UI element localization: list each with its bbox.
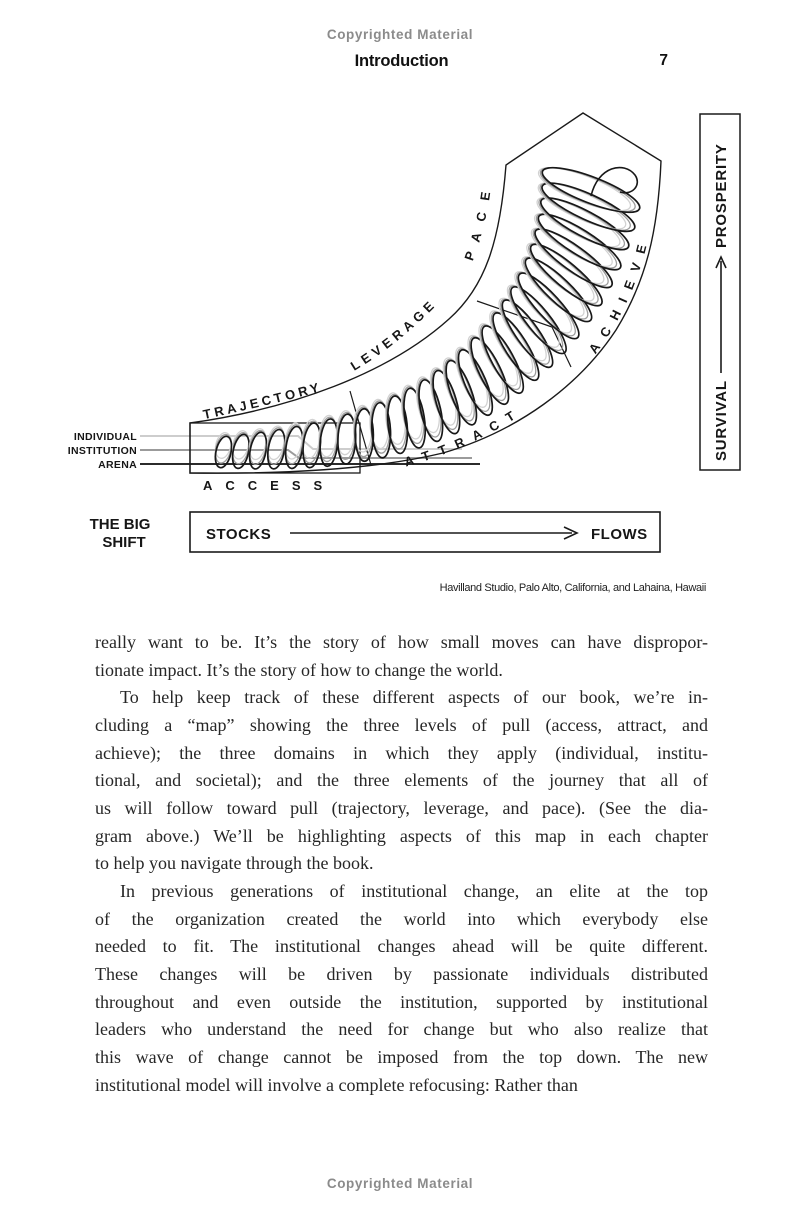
- text-line: this wave of change cannot be imposed from the top down. The new: [95, 1046, 708, 1067]
- text-line: needed to fit. The institutional changes ahead will be quite different.: [95, 936, 708, 957]
- coil-loop: [500, 279, 566, 354]
- axis-survival-label: SURVIVAL: [713, 380, 730, 461]
- label-arena: ARENA: [98, 459, 137, 471]
- text-line: In previous generations of institutional change, an elite at the top: [120, 880, 708, 901]
- credit-line: Havilland Studio, Palo Alto, California, and Lahaina, Hawaii: [439, 582, 706, 594]
- text-line: throughout and even outside the institution, supported by institutional: [95, 991, 708, 1012]
- coil-loop: [509, 266, 582, 343]
- page-number: 7: [659, 52, 668, 69]
- label-leverage: [348, 295, 440, 373]
- big-shift-label-line2: SHIFT: [102, 534, 146, 551]
- text-line: to help you navigate through the book.: [95, 853, 374, 874]
- label-pace-text: PACE: [461, 178, 495, 263]
- coil-loop: [538, 159, 644, 221]
- text-line: cluding a “map” showing the three levels of pull (access, attract, and: [95, 714, 708, 735]
- label-pace: [461, 179, 495, 263]
- coil-loop: [486, 308, 546, 386]
- label-trajectory-text: TRAJECTORY: [201, 379, 324, 423]
- text-line: us will follow toward pull (trajectory, leverage, and pace). (See the dia-: [95, 797, 708, 818]
- copyright-watermark-top: Copyrighted Material: [326, 27, 474, 42]
- band-outline: [190, 113, 661, 473]
- text-line: really want to be. It’s the story of how small moves can have dispropor-: [95, 632, 708, 652]
- flows-label: FLOWS: [591, 526, 648, 543]
- label-achieve-text: ACHIEVE: [585, 232, 653, 357]
- label-achieve: [586, 233, 652, 356]
- coil-loop: [495, 294, 560, 373]
- label-individual: INDIVIDUAL: [73, 431, 137, 443]
- body-text: [95, 629, 708, 1099]
- coil-loop: [502, 280, 570, 357]
- text-line: institutional model will involve a complete refocusing: Rather than: [95, 1074, 578, 1095]
- text-line: achieve); the three domains in which they apply (individual, institu-: [95, 742, 708, 763]
- text-line: tional, and societal); and the three elements of the journey that all of: [95, 770, 708, 791]
- axis-prosperity-label: PROSPERITY: [713, 143, 730, 248]
- big-shift-row: [90, 512, 660, 552]
- text-line: of the organization created the world into which everybody else: [95, 908, 708, 929]
- label-access: ACCESS: [203, 478, 336, 493]
- text-line: tionate impact. It’s the story of how to change the world.: [95, 659, 503, 680]
- text-line: To help keep track of these different aspects of our book, we’re in-: [120, 687, 708, 708]
- text-line: leaders who understand the need for change but who also realize that: [95, 1019, 708, 1040]
- label-attract-text: ATTRACT: [402, 402, 526, 470]
- big-shift-label-line1: THE BIG: [89, 516, 151, 533]
- page-title: Introduction: [354, 52, 449, 70]
- copyright-watermark-bottom: Copyrighted Material: [326, 1176, 474, 1191]
- survival-prosperity-axis: [700, 114, 740, 470]
- coil-loop: [503, 280, 573, 359]
- label-leverage-text: LEVERAGE: [347, 295, 440, 374]
- coil-end-curl: [591, 168, 637, 196]
- label-institution: INSTITUTION: [67, 445, 137, 457]
- text-line: gram above.) We’ll be highlighting aspects of this map in each chapter: [95, 825, 708, 846]
- text-line: These changes will be driven by passionate individuals distributed: [95, 963, 708, 984]
- label-trajectory: [202, 379, 324, 422]
- stocks-label: STOCKS: [206, 526, 272, 543]
